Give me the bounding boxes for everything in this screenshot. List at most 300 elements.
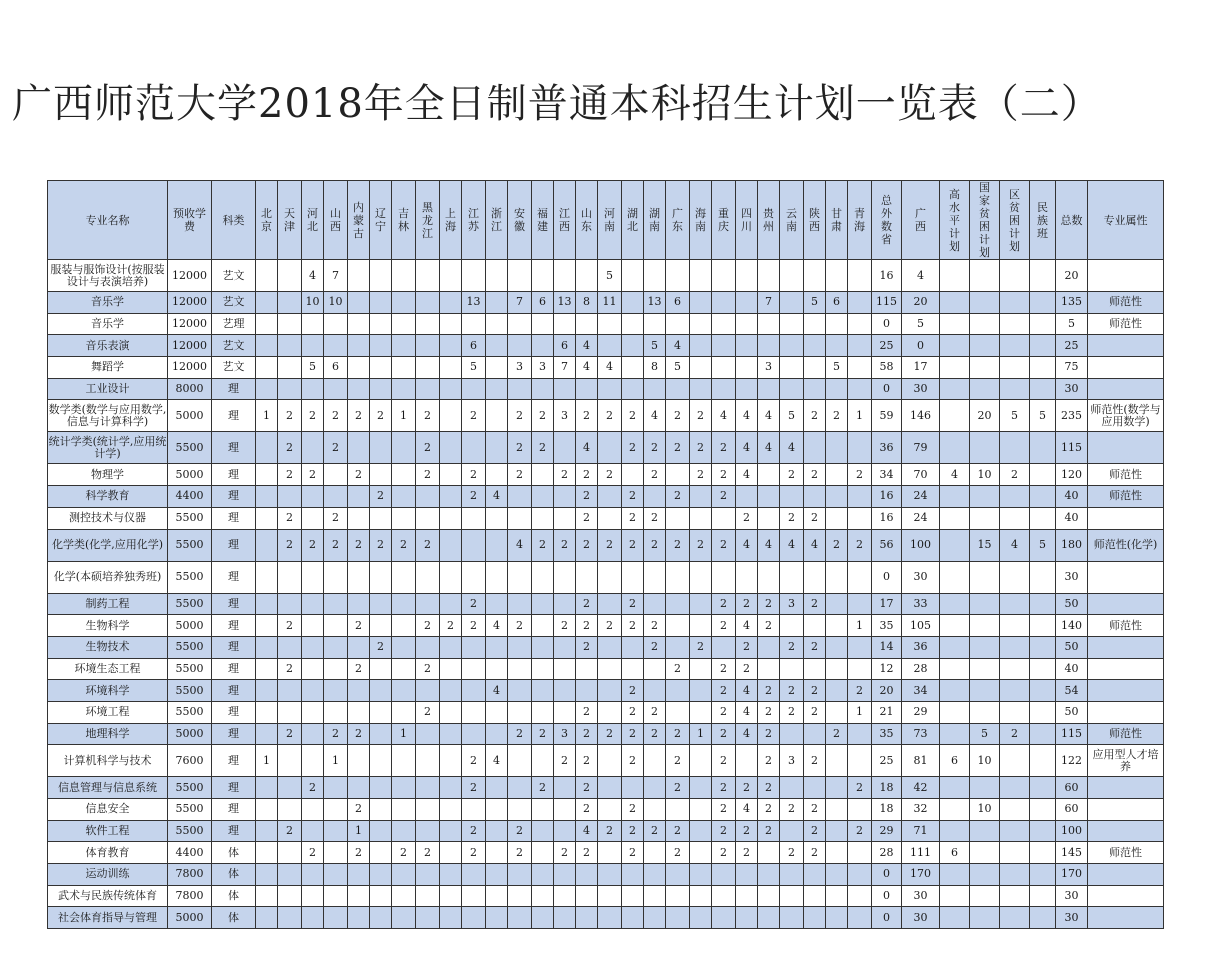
table-cell	[970, 561, 1000, 593]
table-cell: 艺文	[212, 292, 256, 314]
table-cell: 2	[508, 615, 532, 637]
table-cell: 1	[848, 701, 872, 723]
table-cell: 2	[416, 658, 440, 680]
table-cell	[712, 507, 736, 529]
table-cell	[804, 885, 826, 907]
table-cell	[256, 432, 278, 464]
table-cell	[324, 636, 348, 658]
major-name-cell: 环境工程	[48, 701, 168, 723]
table-cell	[970, 593, 1000, 615]
table-cell	[576, 561, 598, 593]
table-cell	[1000, 907, 1030, 929]
table-cell	[804, 260, 826, 292]
table-cell: 4	[780, 529, 804, 561]
table-cell	[848, 593, 872, 615]
table-cell	[392, 335, 416, 357]
table-cell: 2	[712, 529, 736, 561]
table-cell	[256, 292, 278, 314]
table-cell	[622, 864, 644, 886]
table-cell	[598, 313, 622, 335]
table-cell: 2	[348, 464, 370, 486]
table-cell	[416, 885, 440, 907]
table-cell	[804, 658, 826, 680]
table-cell	[348, 357, 370, 379]
table-cell	[666, 907, 690, 929]
table-cell	[804, 777, 826, 799]
table-cell: 2	[712, 723, 736, 745]
table-cell: 40	[1056, 507, 1088, 529]
table-cell	[324, 313, 348, 335]
table-cell	[486, 561, 508, 593]
table-cell	[848, 885, 872, 907]
table-cell	[826, 701, 848, 723]
major-attribute-cell	[1088, 701, 1164, 723]
table-cell	[1000, 701, 1030, 723]
table-cell	[256, 615, 278, 637]
table-cell: 5	[666, 357, 690, 379]
table-cell: 理	[212, 636, 256, 658]
table-cell	[622, 885, 644, 907]
table-cell	[1030, 313, 1056, 335]
table-cell	[758, 658, 780, 680]
column-header-label: 贵州	[763, 207, 774, 233]
table-cell: 2	[622, 680, 644, 702]
table-cell: 2	[666, 400, 690, 432]
table-cell	[532, 260, 554, 292]
table-cell	[324, 335, 348, 357]
column-header-label: 河南	[604, 207, 615, 233]
table-cell: 2	[804, 745, 826, 777]
table-cell	[1030, 907, 1056, 929]
major-name-cell: 数学类(数学与应用数学,信息与计算科学)	[48, 400, 168, 432]
table-cell	[1000, 680, 1030, 702]
table-cell: 5000	[168, 464, 212, 486]
table-cell: 2	[508, 432, 532, 464]
table-cell	[622, 777, 644, 799]
table-cell	[324, 799, 348, 821]
table-cell: 2	[302, 400, 324, 432]
column-header-label: 福建	[537, 207, 548, 233]
table-row	[48, 885, 1164, 907]
table-cell	[554, 701, 576, 723]
table-cell	[324, 378, 348, 400]
table-cell	[508, 777, 532, 799]
table-cell: 2	[622, 486, 644, 508]
table-cell	[644, 907, 666, 929]
table-cell	[1030, 378, 1056, 400]
table-cell	[690, 745, 712, 777]
table-cell	[970, 842, 1000, 864]
table-cell: 2	[622, 842, 644, 864]
table-cell: 5	[462, 357, 486, 379]
table-cell	[1000, 378, 1030, 400]
table-cell: 2	[622, 529, 644, 561]
table-cell	[462, 561, 486, 593]
table-cell	[462, 378, 486, 400]
table-cell: 2	[712, 799, 736, 821]
table-cell	[690, 615, 712, 637]
table-cell	[712, 636, 736, 658]
table-cell	[690, 864, 712, 886]
table-cell	[666, 636, 690, 658]
table-cell	[666, 378, 690, 400]
table-cell: 2	[532, 777, 554, 799]
table-cell	[780, 313, 804, 335]
column-header	[622, 181, 644, 260]
table-cell	[278, 593, 302, 615]
table-cell: 24	[902, 507, 940, 529]
table-cell	[826, 464, 848, 486]
table-cell: 2	[348, 723, 370, 745]
table-cell: 4	[940, 464, 970, 486]
table-cell	[256, 799, 278, 821]
table-cell: 2	[462, 486, 486, 508]
table-cell: 4400	[168, 842, 212, 864]
table-cell: 2	[712, 842, 736, 864]
table-cell: 4	[758, 432, 780, 464]
table-cell	[848, 378, 872, 400]
table-cell	[1000, 636, 1030, 658]
table-cell: 2	[804, 400, 826, 432]
table-cell: 4	[486, 680, 508, 702]
table-cell	[532, 864, 554, 886]
table-cell	[736, 885, 758, 907]
table-cell: 2	[690, 464, 712, 486]
table-cell	[826, 885, 848, 907]
column-header-label: 国家贫困计划	[979, 181, 990, 259]
table-cell: 5500	[168, 507, 212, 529]
major-attribute-cell: 师范性	[1088, 313, 1164, 335]
table-cell: 2	[576, 400, 598, 432]
major-name-cell: 测控技术与仪器	[48, 507, 168, 529]
table-cell	[826, 260, 848, 292]
table-cell	[826, 507, 848, 529]
table-cell	[1030, 799, 1056, 821]
table-cell	[370, 842, 392, 864]
table-cell	[970, 907, 1000, 929]
table-cell: 2	[576, 777, 598, 799]
table-cell: 2	[736, 636, 758, 658]
column-header-label: 辽宁	[375, 207, 386, 233]
table-cell: 2	[508, 820, 532, 842]
table-cell	[486, 400, 508, 432]
major-name-cell: 社会体育指导与管理	[48, 907, 168, 929]
table-cell: 8	[644, 357, 666, 379]
table-cell: 4	[712, 400, 736, 432]
table-row	[48, 432, 1164, 464]
column-header-label: 上海	[445, 207, 456, 233]
table-cell: 105	[902, 615, 940, 637]
column-header	[666, 181, 690, 260]
table-cell: 2	[598, 615, 622, 637]
table-cell: 体	[212, 842, 256, 864]
table-cell: 2	[690, 529, 712, 561]
column-header-label: 总数	[1060, 213, 1083, 227]
table-cell	[644, 799, 666, 821]
table-cell	[1000, 593, 1030, 615]
column-header	[576, 181, 598, 260]
table-cell	[736, 357, 758, 379]
table-cell: 2	[736, 777, 758, 799]
table-cell	[532, 561, 554, 593]
table-cell: 115	[1056, 723, 1088, 745]
table-cell	[826, 842, 848, 864]
table-cell	[554, 561, 576, 593]
table-cell	[826, 745, 848, 777]
table-cell	[278, 864, 302, 886]
table-cell: 2	[532, 529, 554, 561]
table-cell	[440, 486, 462, 508]
table-cell	[690, 292, 712, 314]
table-cell	[348, 593, 370, 615]
table-cell	[486, 529, 508, 561]
table-cell: 2	[554, 529, 576, 561]
table-cell: 7600	[168, 745, 212, 777]
table-cell	[622, 335, 644, 357]
table-cell	[666, 864, 690, 886]
column-header	[440, 181, 462, 260]
table-cell: 2	[416, 615, 440, 637]
table-cell: 29	[902, 701, 940, 723]
table-cell	[1000, 745, 1030, 777]
table-cell	[462, 313, 486, 335]
column-header	[902, 181, 940, 260]
table-cell: 理	[212, 464, 256, 486]
column-header-label: 浙江	[491, 207, 502, 233]
table-cell: 2	[532, 432, 554, 464]
table-cell	[302, 432, 324, 464]
table-cell	[1000, 885, 1030, 907]
table-cell	[940, 885, 970, 907]
table-cell: 0	[872, 561, 902, 593]
table-cell	[690, 777, 712, 799]
table-cell: 4	[576, 335, 598, 357]
table-cell: 2	[736, 820, 758, 842]
table-cell	[324, 777, 348, 799]
table-cell	[348, 636, 370, 658]
table-cell: 2	[666, 745, 690, 777]
table-cell: 7	[508, 292, 532, 314]
table-cell: 艺文	[212, 260, 256, 292]
major-name-cell: 物理学	[48, 464, 168, 486]
table-row	[48, 745, 1164, 777]
table-cell: 2	[576, 486, 598, 508]
table-cell	[440, 313, 462, 335]
table-cell	[392, 658, 416, 680]
table-cell	[826, 561, 848, 593]
table-cell: 2	[804, 799, 826, 821]
table-cell: 235	[1056, 400, 1088, 432]
column-header	[848, 181, 872, 260]
table-cell	[392, 507, 416, 529]
table-cell	[532, 680, 554, 702]
table-cell: 5000	[168, 907, 212, 929]
table-cell: 2	[370, 400, 392, 432]
table-cell	[598, 658, 622, 680]
table-cell	[256, 636, 278, 658]
table-cell: 0	[872, 313, 902, 335]
table-cell	[440, 561, 462, 593]
table-cell: 5	[780, 400, 804, 432]
table-cell	[416, 907, 440, 929]
table-cell	[532, 701, 554, 723]
table-cell	[256, 701, 278, 723]
table-cell	[576, 885, 598, 907]
table-cell	[970, 658, 1000, 680]
column-header-label: 科类	[222, 213, 245, 227]
major-attribute-cell	[1088, 885, 1164, 907]
table-cell: 2	[416, 701, 440, 723]
table-cell: 3	[780, 593, 804, 615]
table-cell: 18	[872, 799, 902, 821]
column-header	[348, 181, 370, 260]
table-cell: 5	[1030, 400, 1056, 432]
major-name-cell: 环境科学	[48, 680, 168, 702]
table-cell	[416, 561, 440, 593]
table-cell: 0	[872, 907, 902, 929]
table-cell	[1000, 561, 1030, 593]
table-cell	[622, 636, 644, 658]
table-cell	[508, 260, 532, 292]
table-cell	[392, 745, 416, 777]
table-cell: 2	[712, 464, 736, 486]
table-cell	[848, 486, 872, 508]
table-cell	[370, 464, 392, 486]
table-cell	[598, 486, 622, 508]
table-cell: 2	[462, 400, 486, 432]
table-row	[48, 313, 1164, 335]
table-cell: 24	[902, 486, 940, 508]
table-cell: 理	[212, 745, 256, 777]
major-attribute-cell	[1088, 357, 1164, 379]
table-cell	[302, 885, 324, 907]
table-cell: 5500	[168, 636, 212, 658]
column-header-label: 内蒙古	[353, 200, 364, 240]
table-cell	[508, 658, 532, 680]
table-cell: 体	[212, 864, 256, 886]
table-cell: 79	[902, 432, 940, 464]
major-name-cell: 统计学类(统计学,应用统计学)	[48, 432, 168, 464]
table-cell: 1	[848, 400, 872, 432]
table-cell	[302, 313, 324, 335]
table-cell	[758, 464, 780, 486]
table-cell: 12000	[168, 260, 212, 292]
major-attribute-cell	[1088, 680, 1164, 702]
table-cell: 4	[666, 335, 690, 357]
table-cell: 2	[598, 820, 622, 842]
table-cell	[370, 313, 392, 335]
table-cell: 2	[712, 486, 736, 508]
table-cell: 170	[1056, 864, 1088, 886]
table-cell	[278, 842, 302, 864]
table-cell: 13	[644, 292, 666, 314]
table-cell	[370, 593, 392, 615]
table-cell: 50	[1056, 701, 1088, 723]
major-name-cell: 体育教育	[48, 842, 168, 864]
table-cell: 4	[736, 615, 758, 637]
table-cell	[392, 820, 416, 842]
table-cell	[804, 357, 826, 379]
table-cell	[758, 507, 780, 529]
column-header-label: 区贫困计划	[1009, 187, 1020, 253]
table-cell: 2	[758, 593, 780, 615]
table-cell	[324, 561, 348, 593]
table-cell	[554, 680, 576, 702]
table-cell: 35	[872, 615, 902, 637]
table-cell: 180	[1056, 529, 1088, 561]
table-cell	[392, 615, 416, 637]
table-cell	[508, 561, 532, 593]
table-cell: 2	[758, 723, 780, 745]
table-cell: 5500	[168, 529, 212, 561]
table-cell	[440, 658, 462, 680]
table-cell: 17	[872, 593, 902, 615]
table-cell	[940, 313, 970, 335]
table-cell: 4400	[168, 486, 212, 508]
table-cell: 2	[508, 723, 532, 745]
table-cell: 20	[1056, 260, 1088, 292]
table-cell	[508, 593, 532, 615]
table-cell: 2	[622, 745, 644, 777]
table-cell: 6	[554, 335, 576, 357]
table-cell	[804, 615, 826, 637]
table-cell: 2	[462, 593, 486, 615]
table-cell: 16	[872, 507, 902, 529]
major-attribute-cell: 师范性	[1088, 464, 1164, 486]
table-cell	[302, 378, 324, 400]
table-cell	[804, 907, 826, 929]
column-header	[486, 181, 508, 260]
table-cell: 4	[902, 260, 940, 292]
table-cell: 体	[212, 885, 256, 907]
table-cell: 2	[462, 615, 486, 637]
column-header	[1088, 181, 1164, 260]
table-cell: 2	[302, 842, 324, 864]
table-cell	[256, 378, 278, 400]
column-header	[644, 181, 666, 260]
table-row	[48, 680, 1164, 702]
table-cell: 5	[1000, 400, 1030, 432]
table-cell: 2	[576, 464, 598, 486]
column-header-label: 海南	[695, 207, 706, 233]
table-cell	[440, 529, 462, 561]
table-cell: 2	[576, 529, 598, 561]
table-cell: 5000	[168, 723, 212, 745]
table-row	[48, 701, 1164, 723]
table-cell	[576, 907, 598, 929]
table-cell	[970, 507, 1000, 529]
table-cell	[486, 313, 508, 335]
table-cell	[826, 432, 848, 464]
table-cell: 145	[1056, 842, 1088, 864]
table-cell	[690, 357, 712, 379]
column-header	[462, 181, 486, 260]
table-cell	[690, 680, 712, 702]
major-attribute-cell	[1088, 378, 1164, 400]
major-name-cell: 化学(本硕培养独秀班)	[48, 561, 168, 593]
table-cell	[256, 842, 278, 864]
table-cell	[370, 907, 392, 929]
table-cell	[644, 260, 666, 292]
table-cell	[666, 313, 690, 335]
table-cell: 4	[736, 680, 758, 702]
table-cell: 理	[212, 593, 256, 615]
table-cell	[370, 680, 392, 702]
table-cell	[940, 529, 970, 561]
table-cell: 0	[872, 864, 902, 886]
table-cell	[712, 335, 736, 357]
table-cell: 2	[644, 507, 666, 529]
